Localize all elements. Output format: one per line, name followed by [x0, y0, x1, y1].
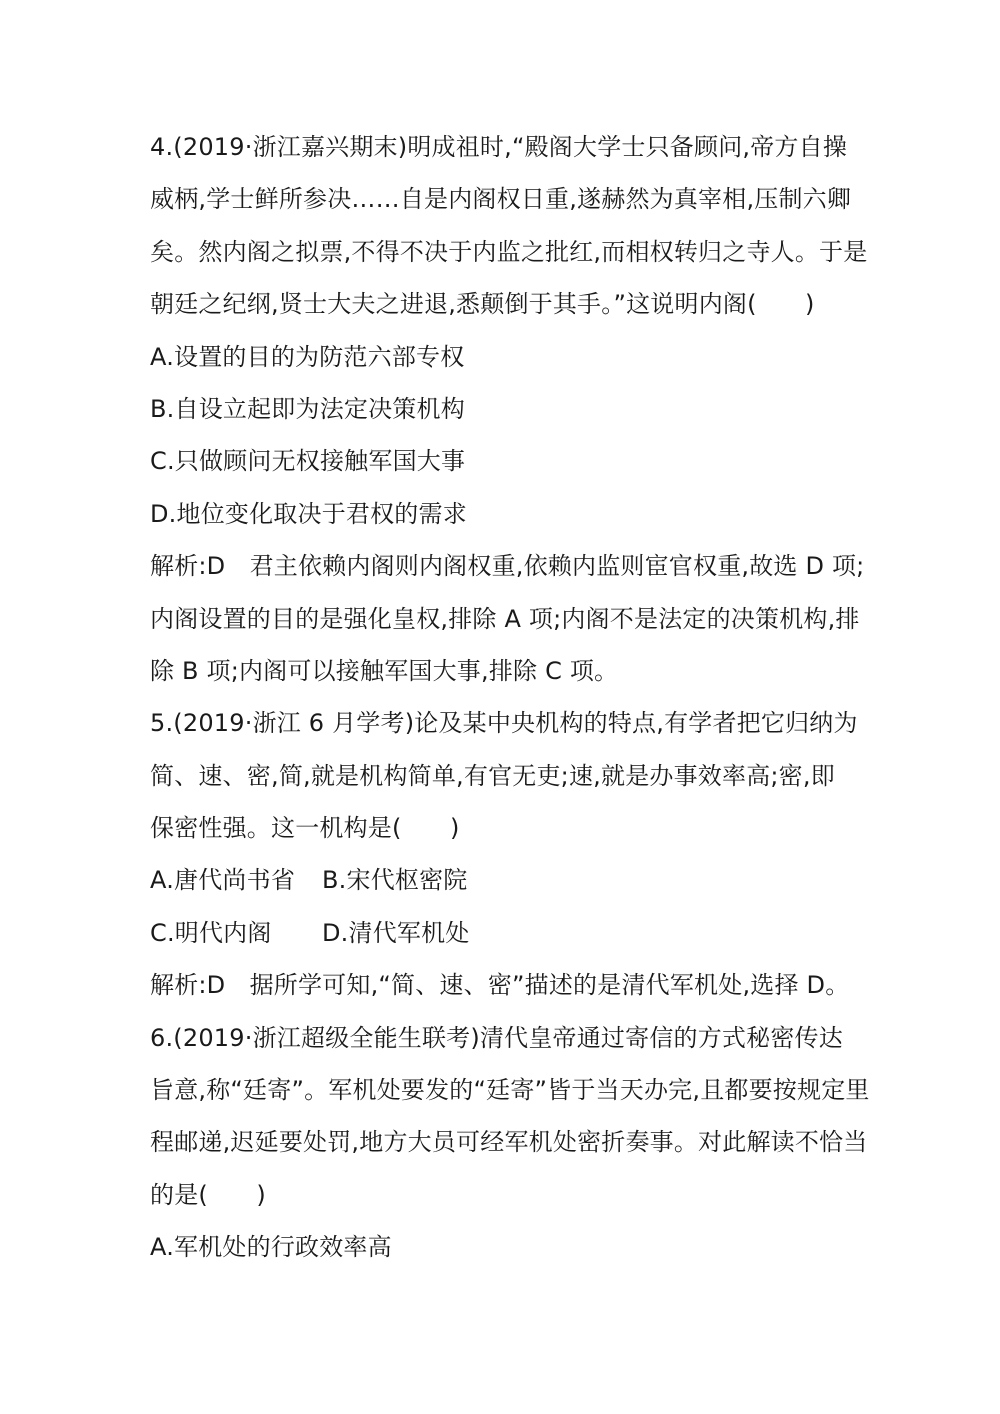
question-5-analysis [150, 965, 850, 1017]
document-page [150, 127, 870, 1280]
question-4-options [150, 337, 850, 547]
option-b: B.自设立起即为法定决策机构 [150, 394, 465, 423]
question-stem-line: 矣。然内阁之拟票,不得不决于内监之批红,而相权转归之寺人。于是 [150, 237, 868, 266]
question-4-analysis [150, 546, 865, 703]
question-stem-line: 6.(2019·浙江超级全能生联考)清代皇帝通过寄信的方式秘密传达 [150, 1023, 843, 1052]
option-a: A.设置的目的为防范六部专权 [150, 342, 465, 371]
option-d: D.清代军机处 [322, 918, 470, 947]
question-stem-line: 朝廷之纪纲,贤士大夫之进退,悉颠倒于其手。”这说明内阁( ) [150, 290, 815, 319]
question-stem-line: 威柄,学士鲜所参决……自是内阁权日重,遂赫然为真宰相,压制六卿 [150, 185, 852, 214]
option-b: B.宋代枢密院 [322, 866, 468, 895]
analysis-line: 除 B 项;内阁可以接触军国大事,排除 C 项。 [150, 656, 619, 685]
analysis-line: 内阁设置的目的是强化皇权,排除 A 项;内阁不是法定的决策机构,排 [150, 604, 860, 633]
question-stem-line: 5.(2019·浙江 6 月学考)论及某中央机构的特点,有学者把它归纳为 [150, 709, 858, 738]
question-6-options [150, 1227, 850, 1279]
question-stem-line: 的是( ) [150, 1180, 266, 1209]
question-5-options [150, 860, 850, 965]
analysis-line: 解析:D 君主依赖内阁则内阁权重,依赖内监则宦官权重,故选 D 项; [150, 552, 865, 581]
question-stem-line: 旨意,称“廷寄”。军机处要发的“廷寄”皆于当天办完,且都要按规定里 [150, 1076, 870, 1105]
question-5 [150, 703, 858, 860]
question-4 [150, 127, 868, 337]
option-a: A.军机处的行政效率高 [150, 1233, 392, 1262]
option-a: A.唐代尚书省 [150, 866, 296, 895]
option-row [150, 860, 850, 912]
question-stem-line: 简、速、密,简,就是机构简单,有官无吏;速,就是办事效率高;密,即 [150, 761, 835, 790]
option-row [150, 913, 850, 965]
question-stem-line: 程邮递,迟延要处罚,地方大员可经军机处密折奏事。对此解读不恰当 [150, 1128, 868, 1157]
question-stem-line: 保密性强。这一机构是( ) [150, 814, 460, 843]
option-c: C.只做顾问无权接触军国大事 [150, 447, 466, 476]
question-6 [150, 1018, 870, 1228]
option-d: D.地位变化取决于君权的需求 [150, 499, 467, 528]
question-stem-line: 4.(2019·浙江嘉兴期末)明成祖时,“殿阁大学士只备顾问,帝方自操 [150, 133, 848, 161]
analysis-line: 解析:D 据所学可知,“简、速、密”描述的是清代军机处,选择 D。 [150, 971, 850, 1000]
option-c: C.明代内阁 [150, 918, 272, 947]
